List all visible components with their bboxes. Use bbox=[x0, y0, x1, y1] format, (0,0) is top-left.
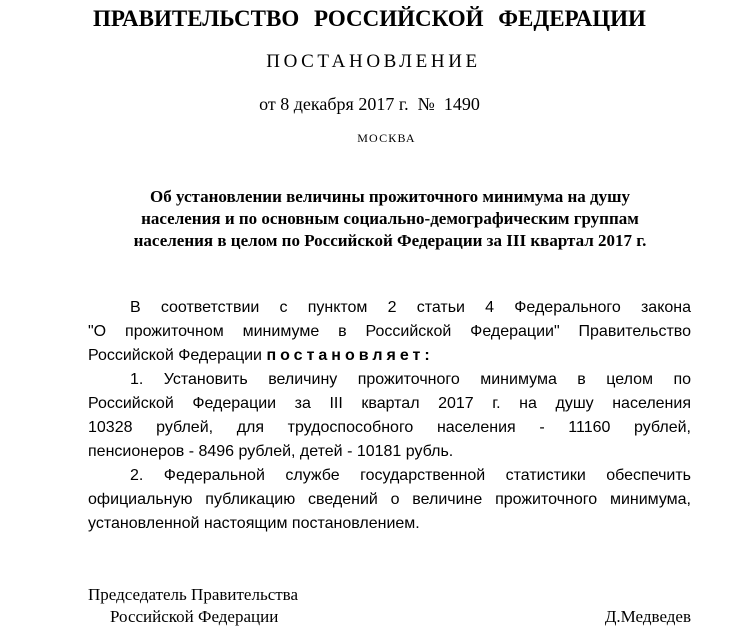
preamble-line: "О прожиточном минимуме в Российской Федерации" Правительство bbox=[88, 323, 691, 340]
subject-line: Об установлении величины прожиточного минимума на душу bbox=[150, 187, 630, 206]
signatory-role-line: Председатель Правительства bbox=[88, 585, 299, 604]
clause-2-line: установленной настоящим постановлением. bbox=[88, 515, 420, 532]
clause-2-line: официальную публикацию сведений о величине прожиточного минимума, bbox=[88, 491, 691, 508]
subject-line: населения в целом по Российской Федерации за III квартал 2017 г. bbox=[133, 231, 647, 250]
document-body bbox=[88, 296, 691, 536]
preamble-line bbox=[88, 344, 691, 368]
preamble-text: Российской Федерации bbox=[88, 347, 267, 364]
government-title: ПРАВИТЕЛЬСТВО РОССИЙСКОЙ ФЕДЕРАЦИИ bbox=[93, 6, 646, 31]
clause-1-line: 1. Установить величину прожиточного минимума в целом по bbox=[130, 371, 691, 388]
clause-1-line: 10328 рублей, для трудоспособного населения - 11160 рублей, bbox=[88, 419, 691, 436]
preamble-line: В соответствии с пунктом 2 статьи 4 Федерального закона bbox=[130, 299, 691, 316]
signatory-role-line: Российской Федерации bbox=[110, 607, 279, 626]
signatory-name: Д.Медведев bbox=[604, 607, 691, 626]
document-city: МОСКВА bbox=[357, 131, 416, 145]
clause-1-line: пенсионеров - 8496 рублей, детей - 10181 рубль. bbox=[88, 443, 454, 460]
document-subject bbox=[60, 186, 720, 252]
signatory-role bbox=[88, 584, 298, 628]
decree-verb: постановляет: bbox=[266, 347, 434, 364]
subject-line: населения и по основным социально-демографическим группам bbox=[141, 209, 639, 228]
document-type: ПОСТАНОВЛЕНИЕ bbox=[266, 51, 481, 72]
clause-1-line: Российской Федерации за III квартал 2017 г. на душу населения bbox=[88, 395, 691, 412]
document-date-number: от 8 декабря 2017 г. № 1490 bbox=[259, 94, 480, 114]
clause-2-line: 2. Федеральной службе государственной статистики обеспечить bbox=[130, 467, 691, 484]
